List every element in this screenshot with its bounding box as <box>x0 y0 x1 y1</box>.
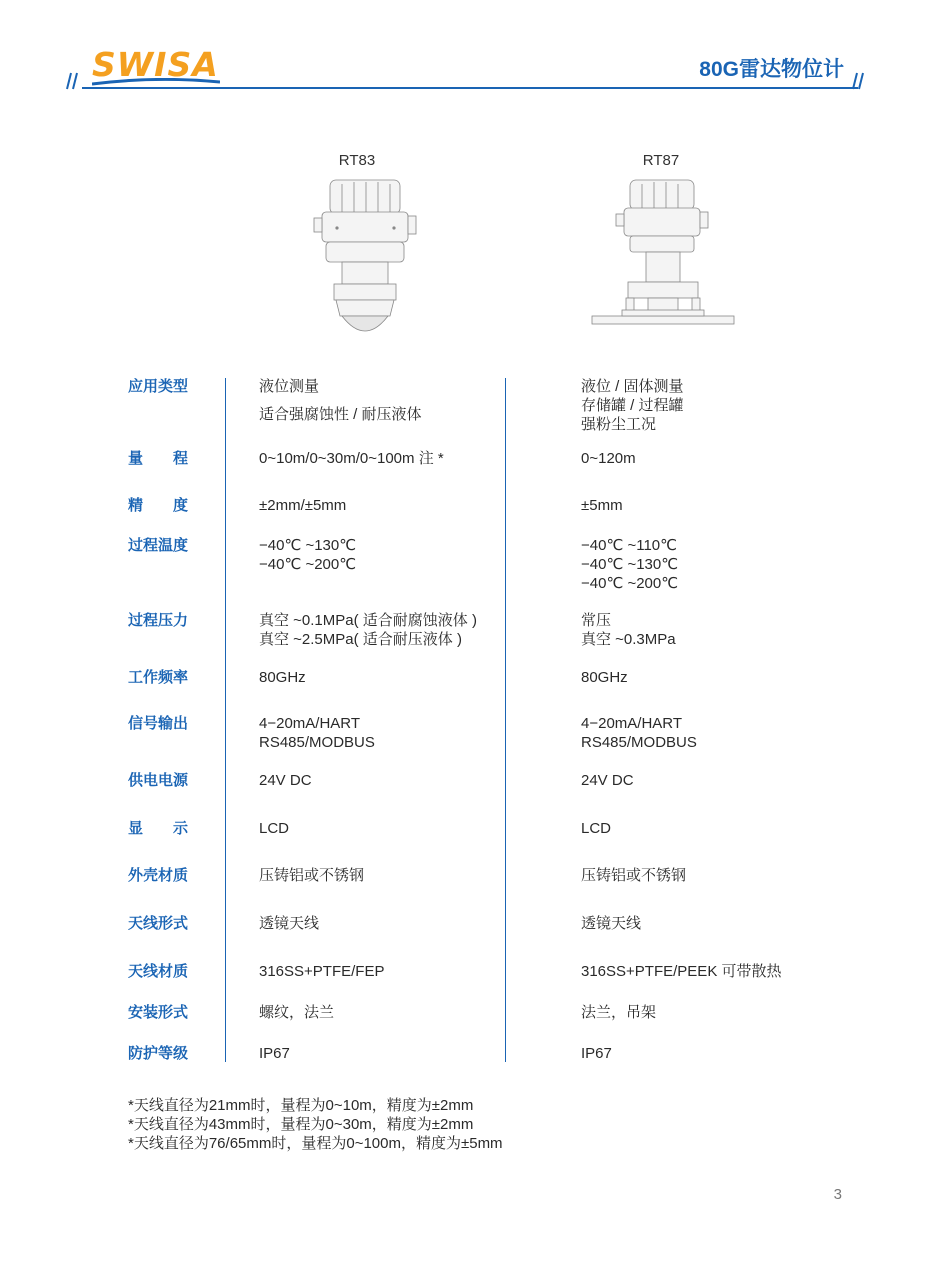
footnote: *天线直径为76/65mm时，量程为0~100m，精度为±5mm <box>128 1135 503 1152</box>
spec-label-application: 应用类型 <box>128 378 189 395</box>
spec-value-rt83-power-supply <box>259 771 312 790</box>
footnotes <box>128 1096 503 1153</box>
spec-label-signal-output: 信号输出 <box>128 715 189 732</box>
spec-label-range: 量 程 <box>128 450 189 467</box>
spec-value-rt87-frequency <box>581 668 628 687</box>
spec-line: 4−20mA/HART <box>259 715 361 732</box>
spec-line: 强粉尘工况 <box>581 416 657 433</box>
spec-line: 液位测量 <box>259 378 320 395</box>
spec-value-rt87-accuracy <box>581 496 623 515</box>
spec-value-rt87-signal-output <box>581 714 697 752</box>
spec-line: 螺纹，法兰 <box>259 1004 335 1021</box>
spec-line: 真空 ~0.1MPa( 适合耐腐蚀液体 ) <box>259 612 477 629</box>
spec-line: RS485/MODBUS <box>259 734 375 751</box>
spec-line: 316SS+PTFE/FEP <box>259 963 385 980</box>
spec-value-rt83-range <box>259 449 444 468</box>
spec-value-rt87-process-temperature <box>581 536 678 593</box>
spec-line: 0~120m <box>581 450 636 467</box>
spec-line: ±2mm/±5mm <box>259 497 347 514</box>
spec-line: 24V DC <box>581 772 634 789</box>
footnote: *天线直径为21mm时，量程为0~10m，精度为±2mm <box>128 1097 474 1114</box>
page-title: 80G雷达物位计 <box>699 58 844 81</box>
spec-value-rt87-power-supply <box>581 771 634 790</box>
spec-line: 常压 <box>581 612 612 629</box>
spec-label-antenna-material: 天线材质 <box>128 963 189 980</box>
spec-line: RS485/MODBUS <box>581 734 697 751</box>
spec-line: LCD <box>259 820 290 837</box>
spec-line: IP67 <box>581 1045 612 1062</box>
spec-line: 80GHz <box>259 669 306 686</box>
spec-line: 存储罐 / 过程罐 <box>581 397 684 414</box>
spec-line: 80GHz <box>581 669 628 686</box>
spec-value-rt83-process-temperature <box>259 536 356 574</box>
spec-value-rt87-display <box>581 819 611 838</box>
spec-label-display: 显 示 <box>128 820 189 837</box>
spec-line: ±5mm <box>581 497 623 514</box>
page-number: 3 <box>833 1186 842 1203</box>
spec-value-rt83-signal-output <box>259 714 375 752</box>
spec-value-rt87-application <box>581 377 684 434</box>
spec-line: 透镜天线 <box>259 915 320 932</box>
spec-line: 316SS+PTFE/PEEK 可带散热 <box>581 963 782 980</box>
spec-value-rt87-antenna-type <box>581 914 641 933</box>
spec-line: −40℃ ~200℃ <box>259 556 357 573</box>
spec-value-rt87-protection-rating <box>581 1044 612 1063</box>
product-name-rt87: RT87 <box>642 152 680 169</box>
spec-value-rt87-antenna-material <box>581 962 782 981</box>
spec-label-power-supply: 供电电源 <box>128 772 189 789</box>
spec-label-protection-rating: 防护等级 <box>128 1045 189 1062</box>
spec-line: −40℃ ~130℃ <box>259 537 357 554</box>
page-header <box>0 0 930 100</box>
spec-value-rt83-display <box>259 819 289 838</box>
spec-line: 真空 ~2.5MPa( 适合耐压液体 ) <box>259 631 462 648</box>
spec-value-rt83-application <box>259 377 422 424</box>
spec-value-rt83-process-pressure <box>259 611 477 649</box>
radar-level-meter-threaded-icon <box>312 176 422 338</box>
spec-line: 液位 / 固体测量 <box>581 378 684 395</box>
spec-value-rt83-protection-rating <box>259 1044 290 1063</box>
column-divider <box>505 378 506 1062</box>
header-rule <box>82 87 858 89</box>
spec-line: −40℃ ~200℃ <box>581 575 679 592</box>
spec-line: −40℃ ~130℃ <box>581 556 679 573</box>
spec-label-process-temperature: 过程温度 <box>128 537 189 554</box>
spec-value-rt83-frequency <box>259 668 306 687</box>
spec-label-housing-material: 外壳材质 <box>128 867 189 884</box>
spec-value-rt83-installation <box>259 1003 334 1022</box>
spec-value-rt83-housing-material <box>259 866 364 885</box>
spec-value-rt87-process-pressure <box>581 611 676 649</box>
spec-line: 适合强腐蚀性 / 耐压液体 <box>259 406 422 423</box>
spec-label-frequency: 工作频率 <box>128 669 189 686</box>
spec-line: 压铸铝或不锈钢 <box>259 867 365 884</box>
brand-logo: SWISA <box>92 45 219 84</box>
spec-label-accuracy: 精 度 <box>128 497 189 514</box>
spec-value-rt87-installation <box>581 1003 656 1022</box>
spec-line: 4−20mA/HART <box>581 715 683 732</box>
spec-value-rt83-antenna-material <box>259 962 384 981</box>
spec-line: 24V DC <box>259 772 312 789</box>
spec-label-installation: 安装形式 <box>128 1004 189 1021</box>
spec-value-rt83-antenna-type <box>259 914 319 933</box>
spec-line: 法兰，吊架 <box>581 1004 657 1021</box>
product-name-rt83: RT83 <box>338 152 376 169</box>
spec-line: 压铸铝或不锈钢 <box>581 867 687 884</box>
column-divider <box>225 378 226 1062</box>
spec-line: 真空 ~0.3MPa <box>581 631 676 648</box>
spec-line: 透镜天线 <box>581 915 642 932</box>
spec-value-rt83-accuracy <box>259 496 346 515</box>
footnote: *天线直径为43mm时，量程为0~30m，精度为±2mm <box>128 1116 474 1133</box>
spec-label-antenna-type: 天线形式 <box>128 915 189 932</box>
radar-level-meter-flanged-icon <box>588 176 738 338</box>
spec-value-rt87-housing-material <box>581 866 686 885</box>
spec-line: 0~10m/0~30m/0~100m 注 * <box>259 450 444 467</box>
logo-swoosh-icon <box>92 78 220 86</box>
spec-line: LCD <box>581 820 612 837</box>
spec-line: −40℃ ~110℃ <box>581 537 677 554</box>
spec-line: IP67 <box>259 1045 290 1062</box>
spec-label-process-pressure: 过程压力 <box>128 612 189 629</box>
spec-value-rt87-range <box>581 449 636 468</box>
